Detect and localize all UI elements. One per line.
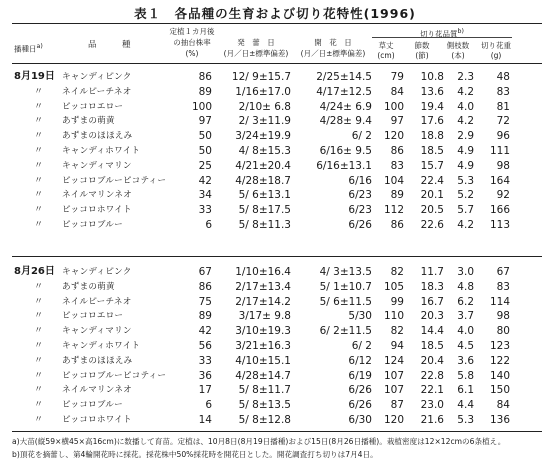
flower-weight-cell: 96 <box>496 130 510 143</box>
node-count-cell: 10.8 <box>420 71 444 83</box>
node-count-cell: 20.4 <box>420 354 444 367</box>
bolting-ratio-cell: 14 <box>198 414 212 426</box>
flower-weight-cell: 48 <box>496 71 510 83</box>
node-count-cell: 11.7 <box>420 266 444 278</box>
ditto-mark: 〃 <box>34 370 44 381</box>
branch-count-cell: 4.9 <box>457 145 474 157</box>
node-count-cell: 20.1 <box>420 189 444 202</box>
flower-weight-cell: 83 <box>496 85 510 98</box>
cultivar-cell: あずまの萌黄 <box>62 116 115 127</box>
plant-length-cell: 94 <box>390 340 404 352</box>
header-budding: 発 蕾 日 <box>237 38 275 47</box>
header-survival-line1: 定植１カ月後 <box>169 27 215 36</box>
plant-length-cell: 104 <box>383 174 404 187</box>
flowering-date-cell: 6/30 <box>348 414 372 426</box>
cultivar-cell: キャンディホワイト <box>62 146 141 156</box>
branch-count-cell: 4.8 <box>457 280 474 293</box>
cultivar-cell: キャンディピンク <box>62 72 132 82</box>
flower-weight-cell: 98 <box>496 159 510 172</box>
flower-weight-cell: 92 <box>496 189 510 202</box>
node-count-cell: 22.6 <box>420 219 444 231</box>
table-title: 表１ 各品種の生育および切り花特性(1996) <box>134 6 416 21</box>
bolting-ratio-cell: 42 <box>198 325 212 338</box>
flowering-date-cell: 6/23 <box>348 189 372 202</box>
ditto-mark: 〃 <box>34 220 44 230</box>
branch-count-cell: 5.7 <box>457 204 474 217</box>
node-count-cell: 18.8 <box>420 130 444 143</box>
table-top-rule <box>12 23 542 24</box>
budding-date-cell: 5/ 8±11.7 <box>238 384 291 397</box>
node-count-cell: 20.3 <box>420 310 444 323</box>
table-row <box>0 264 550 280</box>
node-count-cell: 15.7 <box>420 159 444 172</box>
flowering-date-cell: 4/28± 9.4 <box>319 115 372 128</box>
branch-count-cell: 4.5 <box>457 340 474 352</box>
budding-date-cell: 3/24±19.9 <box>235 130 291 143</box>
flowering-date-cell: 6/19 <box>348 369 372 382</box>
flower-weight-cell: 122 <box>489 354 510 367</box>
budding-date-cell: 4/28±18.7 <box>235 174 291 187</box>
bolting-ratio-cell: 34 <box>198 189 212 202</box>
plant-length-cell: 112 <box>383 204 404 217</box>
plant-length-cell: 110 <box>383 310 404 323</box>
plant-length-cell: 100 <box>383 100 404 113</box>
ditto-mark: 〃 <box>34 296 44 307</box>
header-quality-group: 切り花品質$^{b)}$ <box>420 28 464 39</box>
plant-length-cell: 79 <box>390 71 404 83</box>
node-count-cell: 21.6 <box>420 414 444 426</box>
bolting-ratio-cell: 86 <box>198 71 212 83</box>
header-nodes-unit: (節) <box>415 51 429 60</box>
bolting-ratio-cell: 100 <box>191 100 212 113</box>
plant-length-cell: 86 <box>390 145 404 157</box>
plant-length-cell: 107 <box>383 384 404 397</box>
group-sowing-date: 8月26日 <box>14 266 55 277</box>
table-row <box>0 217 550 233</box>
flower-weight-cell: 164 <box>489 174 510 187</box>
table-row <box>0 353 550 369</box>
bolting-ratio-cell: 6 <box>205 399 212 412</box>
header-weight: 切り花重 <box>481 41 511 50</box>
bolting-ratio-cell: 6 <box>205 219 212 231</box>
ditto-mark: 〃 <box>34 131 44 142</box>
table-row <box>0 294 550 310</box>
flower-weight-cell: 72 <box>496 115 510 128</box>
budding-date-cell: 12/ 9±15.7 <box>231 71 291 83</box>
bolting-ratio-cell: 33 <box>198 204 212 217</box>
plant-length-cell: 82 <box>390 266 404 278</box>
header-flowering-unit: (月／日±標準偏差) <box>300 49 366 58</box>
node-count-cell: 18.3 <box>420 280 444 293</box>
bolting-ratio-cell: 42 <box>198 174 212 187</box>
ditto-mark: 〃 <box>34 415 44 425</box>
ditto-mark: 〃 <box>34 86 44 97</box>
flower-weight-cell: 166 <box>489 204 510 217</box>
cultivar-cell: ネイルピーチネオ <box>62 296 132 307</box>
ditto-mark: 〃 <box>34 355 44 366</box>
plant-length-cell: 120 <box>383 414 404 426</box>
budding-date-cell: 2/17±13.4 <box>235 280 291 293</box>
branch-count-cell: 4.0 <box>457 325 474 338</box>
flowering-date-cell: 6/16±13.1 <box>316 159 372 172</box>
table-row <box>0 128 550 144</box>
table-row <box>0 143 550 159</box>
node-count-cell: 17.6 <box>420 115 444 128</box>
bolting-ratio-cell: 97 <box>198 115 212 128</box>
flower-weight-cell: 67 <box>496 266 510 278</box>
header-sowing-date: 播種日$^{a)}$ <box>14 43 43 54</box>
plant-length-cell: 105 <box>383 280 404 293</box>
flowering-date-cell: 6/23 <box>348 204 372 217</box>
table-row <box>0 84 550 100</box>
node-count-cell: 14.4 <box>420 325 444 338</box>
branch-count-cell: 6.1 <box>457 384 474 397</box>
budding-date-cell: 4/ 8±15.3 <box>238 145 291 157</box>
branch-count-cell: 6.2 <box>457 295 474 308</box>
branch-count-cell: 5.3 <box>457 414 474 426</box>
flower-weight-cell: 123 <box>489 340 510 352</box>
budding-date-cell: 2/17±14.2 <box>235 295 291 308</box>
plant-length-cell: 83 <box>390 159 404 172</box>
flowering-date-cell: 5/30 <box>348 310 372 323</box>
budding-date-cell: 5/ 8±12.8 <box>238 414 291 426</box>
flowering-date-cell: 6/12 <box>348 354 372 367</box>
cultivar-cell: ピッコロブルー <box>62 400 123 411</box>
flower-weight-cell: 83 <box>496 280 510 293</box>
flowering-date-cell: 6/26 <box>348 399 372 412</box>
node-count-cell: 22.4 <box>420 174 444 187</box>
branch-count-cell: 2.9 <box>457 130 474 143</box>
footnote-b: b)頂花を摘蕾し、第4輪開花時に採花。採花株中50%採花時を開花日とした。開花調査打ち切りは7月4日。 <box>12 450 378 459</box>
flower-weight-cell: 136 <box>489 414 510 426</box>
budding-date-cell: 5/ 8±11.3 <box>238 219 291 231</box>
node-count-cell: 18.5 <box>420 145 444 157</box>
plant-length-cell: 82 <box>390 325 404 338</box>
branch-count-cell: 3.6 <box>457 354 474 367</box>
plant-length-cell: 99 <box>390 295 404 308</box>
cultivar-cell: あずまのほほえみ <box>62 355 133 366</box>
bolting-ratio-cell: 33 <box>198 354 212 367</box>
budding-date-cell: 4/21±20.4 <box>235 159 291 172</box>
budding-date-cell: 2/10± 6.8 <box>238 100 291 113</box>
footnotes <box>12 435 505 461</box>
flower-weight-cell: 140 <box>489 369 510 382</box>
table-row <box>0 279 550 295</box>
branch-count-cell: 3.0 <box>457 266 474 278</box>
cultivar-cell: ネイルマリンネオ <box>62 385 132 396</box>
cultivar-cell: ピッコロブルー <box>62 220 123 230</box>
header-sowing-note: a) <box>36 43 43 50</box>
budding-date-cell: 2/ 3±11.9 <box>238 115 291 128</box>
node-count-cell: 23.0 <box>420 399 444 412</box>
ditto-mark: 〃 <box>34 341 44 351</box>
flowering-date-cell: 4/17±12.5 <box>316 85 372 98</box>
branch-count-cell: 3.7 <box>457 310 474 323</box>
flowering-date-cell: 6/ 2 <box>351 130 372 143</box>
cultivar-cell: ネイルピーチネオ <box>62 86 132 97</box>
node-count-cell: 20.5 <box>420 204 444 217</box>
flower-weight-cell: 98 <box>496 310 510 323</box>
table-row <box>0 412 550 428</box>
bolting-ratio-cell: 50 <box>198 130 212 143</box>
group-divider-rule <box>12 256 542 257</box>
ditto-mark: 〃 <box>34 400 44 411</box>
table-row <box>0 158 550 174</box>
cultivar-cell: ピッコロブルーピコティー <box>62 370 167 381</box>
plant-length-cell: 89 <box>390 189 404 202</box>
ditto-mark: 〃 <box>34 281 44 292</box>
flowering-date-cell: 4/ 3±13.5 <box>319 266 372 278</box>
flower-weight-cell: 111 <box>489 145 510 157</box>
header-budding-unit: (月／日±標準偏差) <box>223 49 289 58</box>
branch-count-cell: 4.2 <box>457 115 474 128</box>
header-cultivar: 品 種 <box>88 40 131 50</box>
budding-date-cell: 4/28±14.7 <box>235 369 291 382</box>
table-bottom-rule <box>12 431 542 432</box>
table-row <box>0 202 550 218</box>
group-sowing-date: 8月19日 <box>14 71 55 82</box>
flower-weight-cell: 150 <box>489 384 510 397</box>
flowering-date-cell: 2/25±14.5 <box>316 71 372 83</box>
bolting-ratio-cell: 36 <box>198 369 212 382</box>
flowering-date-cell: 5/ 1±10.7 <box>319 280 372 293</box>
bolting-ratio-cell: 89 <box>198 85 212 98</box>
cultivar-cell: あずまのほほえみ <box>62 131 133 142</box>
branch-count-cell: 5.8 <box>457 369 474 382</box>
table-row <box>0 323 550 339</box>
ditto-mark: 〃 <box>34 175 44 186</box>
node-count-cell: 22.1 <box>420 384 444 397</box>
header-branches: 側枝数 <box>446 41 470 50</box>
node-count-cell: 13.6 <box>420 85 444 98</box>
flower-weight-cell: 113 <box>489 219 510 231</box>
branch-count-cell: 4.2 <box>457 85 474 98</box>
plant-length-cell: 120 <box>383 130 404 143</box>
bolting-ratio-cell: 17 <box>198 384 212 397</box>
cultivar-cell: ピッコロブルーピコティー <box>62 175 167 186</box>
bolting-ratio-cell: 89 <box>198 310 212 323</box>
table-row <box>0 338 550 354</box>
header-length-unit: (cm) <box>377 51 395 60</box>
table-row <box>0 69 550 85</box>
header-quality-rule <box>372 37 512 38</box>
flowering-date-cell: 6/ 2±11.5 <box>319 325 372 338</box>
table-row <box>0 187 550 203</box>
budding-date-cell: 3/17± 9.8 <box>238 310 291 323</box>
cultivar-cell: ピッコロホワイト <box>62 415 132 425</box>
branch-count-cell: 5.3 <box>457 174 474 187</box>
header-nodes: 節数 <box>414 41 430 50</box>
node-count-cell: 19.4 <box>420 100 444 113</box>
budding-date-cell: 1/16±17.0 <box>235 85 291 98</box>
flowering-date-cell: 6/26 <box>348 219 372 231</box>
cultivar-cell: キャンディマリン <box>62 326 132 337</box>
bolting-ratio-cell: 86 <box>198 280 212 293</box>
node-count-cell: 22.8 <box>420 369 444 382</box>
node-count-cell: 16.7 <box>420 295 444 308</box>
table-row <box>0 308 550 324</box>
branch-count-cell: 5.2 <box>457 189 474 202</box>
ditto-mark: 〃 <box>34 116 44 127</box>
cultivar-cell: ピッコロエロー <box>62 101 124 112</box>
footnote-a: a)大苗(縦59×横45×高16cm)に数播して育苗。定植は、10月8日(8月19日播種)および15日(8月26日播種)。栽植密度は12×12cmの6条植え。 <box>12 437 506 446</box>
budding-date-cell: 5/ 8±13.5 <box>238 399 291 412</box>
table-row <box>0 99 550 115</box>
bolting-ratio-cell: 25 <box>198 159 212 172</box>
table-row <box>0 382 550 398</box>
header-survival-line2: の抽台株率 <box>173 38 211 47</box>
flowering-date-cell: 5/ 6±11.5 <box>319 295 372 308</box>
plant-length-cell: 86 <box>390 219 404 231</box>
plant-length-cell: 87 <box>390 399 404 412</box>
header-weight-unit: (g) <box>490 51 502 60</box>
flower-weight-cell: 114 <box>489 295 510 308</box>
bolting-ratio-cell: 50 <box>198 145 212 157</box>
ditto-mark: 〃 <box>34 385 44 396</box>
ditto-mark: 〃 <box>34 101 44 112</box>
flowering-date-cell: 4/24± 6.9 <box>319 100 372 113</box>
ditto-mark: 〃 <box>34 146 44 156</box>
table-row <box>0 368 550 384</box>
cultivar-cell: キャンディホワイト <box>62 341 141 351</box>
table-row <box>0 113 550 129</box>
bolting-ratio-cell: 56 <box>198 340 212 352</box>
budding-date-cell: 5/ 6±13.1 <box>238 189 291 202</box>
flower-weight-cell: 84 <box>496 399 510 412</box>
branch-count-cell: 2.3 <box>457 71 474 83</box>
header-flowering: 開 花 日 <box>314 38 352 47</box>
ditto-mark: 〃 <box>34 326 44 337</box>
ditto-mark: 〃 <box>34 160 44 171</box>
flowering-date-cell: 6/26 <box>348 384 372 397</box>
cultivar-cell: キャンディマリン <box>62 160 132 171</box>
bolting-ratio-cell: 75 <box>198 295 212 308</box>
budding-date-cell: 1/10±16.4 <box>235 266 291 278</box>
branch-count-cell: 4.0 <box>457 100 474 113</box>
plant-length-cell: 84 <box>390 85 404 98</box>
table-row <box>0 173 550 189</box>
ditto-mark: 〃 <box>34 311 44 322</box>
budding-date-cell: 3/21±16.3 <box>235 340 291 352</box>
flowering-date-cell: 6/16± 9.5 <box>319 145 372 157</box>
flower-weight-cell: 81 <box>496 100 510 113</box>
branch-count-cell: 4.4 <box>457 399 474 412</box>
cultivar-cell: ピッコロホワイト <box>62 205 132 216</box>
header-quality-note: b) <box>457 28 464 35</box>
plant-length-cell: 124 <box>383 354 404 367</box>
bolting-ratio-cell: 67 <box>198 266 212 278</box>
plant-length-cell: 97 <box>390 115 404 128</box>
cultivar-cell: ネイルマリンネオ <box>62 190 132 201</box>
flowering-date-cell: 6/ 2 <box>351 340 372 352</box>
budding-date-cell: 3/10±19.3 <box>235 325 291 338</box>
cultivar-cell: ピッコロエロー <box>62 311 124 322</box>
node-count-cell: 18.5 <box>420 340 444 352</box>
header-branches-unit: (本) <box>451 51 465 60</box>
branch-count-cell: 4.9 <box>457 159 474 172</box>
ditto-mark: 〃 <box>34 205 44 216</box>
header-survival-unit: (%) <box>185 49 199 58</box>
ditto-mark: 〃 <box>34 190 44 201</box>
header-length: 草丈 <box>378 41 394 50</box>
budding-date-cell: 4/10±15.1 <box>235 354 291 367</box>
plant-length-cell: 107 <box>383 369 404 382</box>
branch-count-cell: 4.2 <box>457 219 474 231</box>
cultivar-cell: キャンディピンク <box>62 267 132 277</box>
header-bottom-rule <box>12 63 542 64</box>
cultivar-cell: あずまの萌黄 <box>62 281 115 292</box>
flowering-date-cell: 6/16 <box>348 174 372 187</box>
flower-weight-cell: 80 <box>496 325 510 338</box>
table-row <box>0 397 550 413</box>
budding-date-cell: 5/ 8±17.5 <box>238 204 291 217</box>
